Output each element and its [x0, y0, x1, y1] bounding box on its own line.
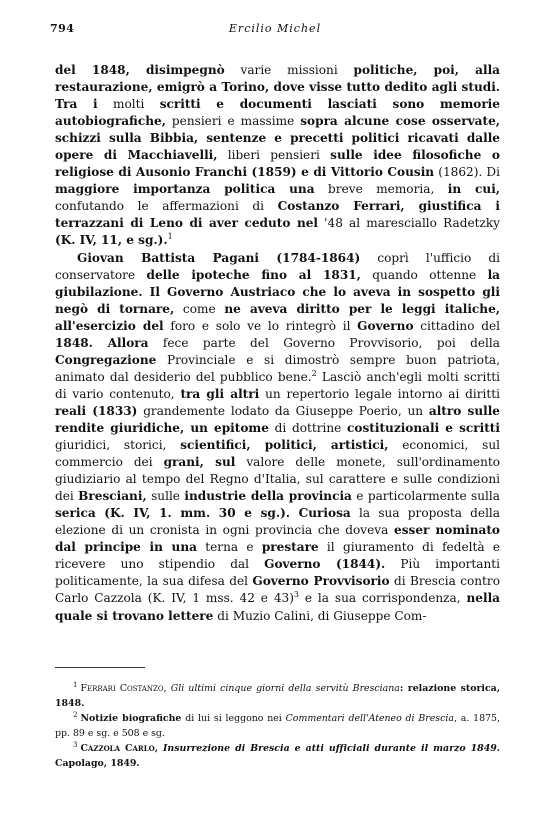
body-text: [55, 62, 500, 625]
text-run: valore delle monete, sull'ordinamento giudiziario al tempo del Regno d'Italia, sul carattere e sulle condizioni dei: [55, 455, 500, 504]
text-run: cittadino del: [413, 318, 500, 333]
text-run: breve memoria,: [314, 182, 448, 197]
footnote-2: [55, 712, 500, 741]
bold-text-run: serica (K. IV, 1. mm. 30 e sg.). Curiosa: [55, 506, 351, 521]
text-run: la sua proposta della elezione di un cronista in ogni provincia che doveva: [55, 506, 501, 538]
text-run: come: [174, 301, 225, 316]
footnote-rule: [55, 667, 145, 668]
bold-text-run: grani, sul: [163, 455, 236, 470]
text-run: molti: [97, 97, 160, 112]
text-run: liberi pensieri: [217, 148, 331, 163]
text-run: terna e: [196, 540, 262, 555]
text-run: di Brescia contro Carlo Cazzola (K. IV, 1 mss. 42 e 43): [55, 574, 500, 606]
bold-text-run: nella quale si trovano lettere: [55, 591, 500, 623]
footnote-lead: Notizie biografiche: [80, 713, 182, 724]
bold-text-run: prestare: [261, 540, 319, 555]
page-header: [50, 22, 500, 38]
bold-text-run: Bresciani,: [78, 489, 147, 504]
footnote-3: [55, 742, 500, 771]
footnote-reference: 2: [311, 368, 317, 378]
text-run: economici, sul commercio dei: [55, 438, 501, 470]
text-run: grandemente lodato da Giuseppe Poerio, un: [137, 403, 429, 418]
bold-text-run: Giovan Battista Pagani (1784-1864): [77, 250, 361, 265]
bold-text-run: tra gli altri: [180, 386, 260, 401]
text-run: e la sua corrispondenza,: [299, 591, 467, 606]
text-run: un repertorio legale intorno ai diritti: [259, 386, 500, 401]
footnote-reference: 1: [167, 232, 173, 242]
footnote-author: Cazzola Carlo,: [80, 743, 159, 754]
bold-text-run: sulle idee filosofiche o religiose di Ausonio Franchi (1859) e di Vittorio Cousin: [55, 148, 500, 180]
footnote-number: 2: [73, 710, 78, 719]
footnote-title: Gli ultimi cinque giorni della servitù Bresciana: [166, 683, 400, 694]
text-run: di Muzio Calini, di Giuseppe Com-: [213, 608, 427, 623]
text-run: (1862). Di: [434, 165, 500, 180]
text-run: pensieri e massime: [165, 114, 301, 129]
footnote-title: Insurrezione di Brescia e atti ufficiali durante il marzo 1849.: [158, 743, 500, 754]
footnote-1: [55, 682, 500, 711]
bold-text-run: scientifici, politici, artistici,: [180, 438, 389, 453]
footnote-details: Capolago, 1849.: [55, 757, 140, 769]
footnote-mid: di lui si leggono nei: [181, 713, 286, 724]
running-head: Ercilio Michel: [228, 22, 322, 35]
bold-text-run: Governo Provvisorio: [252, 574, 390, 589]
bold-text-run: delle ipoteche fino al 1831,: [146, 267, 361, 282]
footnote-author: Ferrari Costanzo,: [80, 683, 167, 694]
bold-text-run: politiche, poi, alla restaurazione, emigrò a Torino, dove visse tutto dedito agli studi. Tra i: [55, 63, 501, 112]
bold-text-run: industrie della provincia: [184, 489, 352, 504]
text-run: varie missioni: [224, 63, 354, 77]
bold-text-run: reali (1833): [55, 403, 138, 418]
bold-text-run: scritti e documenti lasciati sono memorie autobiografiche,: [55, 97, 500, 129]
bold-text-run: (K. IV, 11, e sg.).: [55, 233, 168, 248]
page-number: 794: [50, 22, 75, 35]
bold-text-run: Governo: [357, 318, 414, 333]
footnote-number: 3: [73, 740, 78, 749]
bold-text-run: maggiore importanza politica una: [55, 182, 315, 197]
bold-text-run: Governo (1844).: [264, 557, 386, 572]
text-run: '48 al maresciallo Radetzky: [318, 216, 500, 231]
bold-text-run: Costanzo Ferrari, giustifica i terrazzani di Leno di aver ceduto nel: [55, 199, 500, 231]
text-run: Più importanti politicamente, la sua difesa del: [55, 557, 500, 589]
text-run: Provinciale e si dimostrò sempre buon patriota, animato dal desiderio del pubblico bene.: [55, 352, 500, 384]
bold-text-run: esser nominato dal principe in una: [55, 523, 500, 555]
text-run: di dottrine: [268, 420, 348, 435]
footnote-details: , a. 1875, pp. 89 e sg. e 508 e sg.: [55, 713, 500, 739]
paragraph-1: [55, 62, 500, 250]
text-run: fece parte del Governo Provvisorio, poi della: [148, 335, 500, 350]
footnote-title: Commentari dell'Ateneo di Brescia: [285, 713, 454, 724]
footnote-number: 1: [73, 680, 78, 689]
text-run: confutando le affermazioni di: [55, 199, 278, 214]
bold-text-run: del 1848, disimpegnò: [55, 63, 225, 77]
footnote-reference: 3: [293, 590, 300, 600]
text-run: sulle: [146, 489, 185, 504]
bold-text-run: Congregazione: [55, 352, 157, 367]
bold-text-run: sopra alcune cose osservate, schizzi sulla Bibbia, sentenze e precetti politici ricavati dalle opere di Macchiavelli,: [55, 114, 500, 163]
bold-text-run: in cui,: [447, 182, 501, 197]
bold-text-run: altro sulle rendite giuridiche, un epitome: [55, 403, 500, 435]
footnotes: [55, 682, 500, 772]
text-run: giuridici, storici,: [55, 438, 181, 453]
text-run: foro e solo ve lo rintegrò il: [163, 318, 358, 333]
bold-text-run: ne aveva diritto per le leggi italiche, all'esercizio del: [55, 301, 500, 333]
text-run: coprì l'ufficio di conservatore: [55, 250, 500, 282]
text-run: il giuramento di fedeltà e ricevere uno stipendio dal: [55, 540, 500, 572]
footnote-details: : relazione storica, 1848.: [55, 683, 501, 709]
text-run: e particolarmente sulla: [351, 489, 501, 504]
text-run: quando ottenne: [360, 267, 488, 282]
bold-text-run: costituzionali e scritti: [347, 420, 500, 435]
bold-text-run: 1848. Allora: [55, 335, 149, 350]
paragraph-2: [55, 250, 500, 625]
text-run: Lasciò anch'egli molti scritti di vario contenuto,: [55, 369, 501, 401]
bold-text-run: la giubilazione. Il Governo Austriaco che lo aveva in sospetto gli negò di tornare,: [55, 267, 500, 316]
